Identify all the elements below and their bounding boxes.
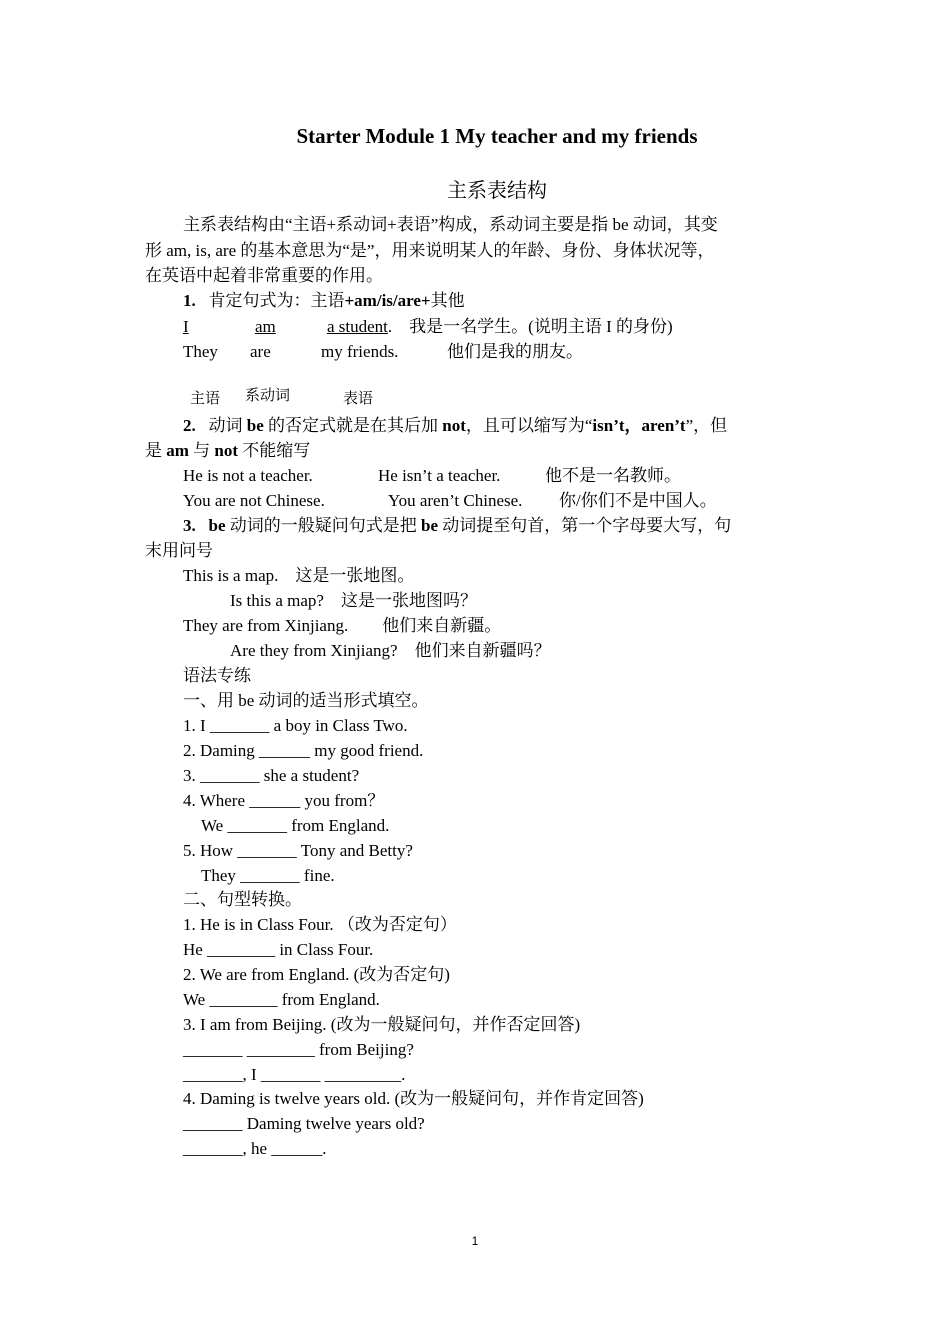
- rule-1-heading: [183, 290, 465, 312]
- rule-2-heading: 2. 动词 be 的否定式就是在其后加 not，且可以缩写为“isn’t，aren’t”，但: [183, 416, 728, 435]
- page-number: 1: [471, 1234, 479, 1248]
- rule-3-example-2: Is this a map? 这是一张地图吗？: [230, 591, 477, 610]
- example-1-translation: . 我是一名学生。(说明主语 I 的身份): [387, 317, 673, 336]
- rule-3-example-1: This is a map. 这是一张地图。: [183, 566, 415, 585]
- rule-2-line-2: 是 am 与 not 不能缩写: [145, 441, 311, 460]
- label-predicative: 表语: [343, 391, 374, 407]
- rule-1-text-c: 其他: [430, 291, 465, 310]
- section-2-title: 二、句型转换。: [183, 890, 302, 909]
- section-1-title: 一、用 be 动词的适当形式填空。: [183, 691, 429, 710]
- section-2-item: _______ Daming twelve years old?: [183, 1114, 425, 1133]
- section-2-item: 1. He is in Class Four. （改为否定句）: [183, 915, 457, 934]
- rule-3-example-3: They are from Xinjiang. 他们来自新疆。: [183, 616, 502, 635]
- intro-line-1: 主系表结构由“主语+系动词+表语”构成，系动词主要是指 be 动词，其变: [183, 215, 718, 234]
- page-subtitle: 主系表结构: [447, 180, 547, 202]
- section-1-item: They _______ fine.: [201, 866, 335, 885]
- section-2-item: 2. We are from England. (改为否定句): [183, 965, 450, 984]
- rule-1-example-2-predicate: my friends.: [321, 342, 399, 361]
- rule-2-example-1b: He isn’t a teacher.: [378, 466, 501, 485]
- intro-line-3: 在英语中起着非常重要的作用。: [145, 266, 383, 285]
- section-2-item: _______, I _______ _________.: [183, 1065, 406, 1084]
- rule-2-example-1c: 他不是一名教师。: [545, 466, 681, 485]
- section-2-item: He ________ in Class Four.: [183, 940, 374, 959]
- section-2-item: _______, he ______.: [183, 1139, 327, 1158]
- section-1-item: 3. _______ she a student?: [183, 766, 360, 785]
- rule-1-example-1-predicate: a student. 我是一名学生。(说明主语 I 的身份): [327, 317, 673, 336]
- label-subject: 主语: [190, 391, 221, 407]
- rule-1-text-a: 肯定句式为：主语: [208, 291, 345, 310]
- section-2-item: We ________ from England.: [183, 990, 380, 1009]
- rule-2-example-2a: You are not Chinese.: [183, 491, 325, 510]
- section-2-item: 3. I am from Beijing. (改为一般疑问句，并作否定回答): [183, 1015, 581, 1034]
- section-1-item: We _______ from England.: [201, 816, 390, 835]
- section-1-item: 5. How _______ Tony and Betty?: [183, 841, 413, 860]
- rule-3-example-4: Are they from Xinjiang? 他们来自新疆吗？: [230, 641, 551, 660]
- rule-1-example-1-verb: am: [255, 317, 276, 336]
- rule-1-number: 1.: [183, 291, 196, 310]
- section-1-item: 1. I _______ a boy in Class Two.: [183, 716, 408, 735]
- example-1-subject: I: [183, 317, 189, 336]
- page-title: Starter Module 1 My teacher and my friends: [296, 124, 698, 148]
- rule-1-example-1: [183, 316, 189, 338]
- rule-3-line-2: 末用问号: [145, 541, 213, 560]
- section-1-item: 4. Where ______ you from？: [183, 791, 385, 810]
- section-2-item: 4. Daming is twelve years old. (改为一般疑问句，并作肯定回答): [183, 1089, 644, 1108]
- practice-heading: 语法专练: [183, 666, 251, 685]
- label-linking-verb: 系动词: [245, 388, 291, 404]
- rule-1-example-2-verb: are: [250, 342, 271, 361]
- rule-2-example-2b: You aren’t Chinese.: [388, 491, 523, 510]
- section-2-item: _______ ________ from Beijing?: [183, 1040, 414, 1059]
- rule-1-example-2-subject: They: [183, 342, 218, 361]
- rule-1-text-b: +am/is/are+: [344, 291, 431, 310]
- section-1-item: 2. Daming ______ my good friend.: [183, 741, 424, 760]
- rule-3-heading: 3. be 动词的一般疑问句式是把 be 动词提至句首，第一个字母要大写，句: [183, 516, 732, 535]
- rule-2-example-2c: 你/你们不是中国人。: [559, 491, 717, 510]
- rule-2-example-1a: He is not a teacher.: [183, 466, 313, 485]
- intro-line-2: 形 am, is, are 的基本意思为“是”，用来说明某人的年龄、身份、身体状况等，: [145, 241, 715, 260]
- rule-1-example-2-translation: 他们是我的朋友。: [447, 342, 583, 361]
